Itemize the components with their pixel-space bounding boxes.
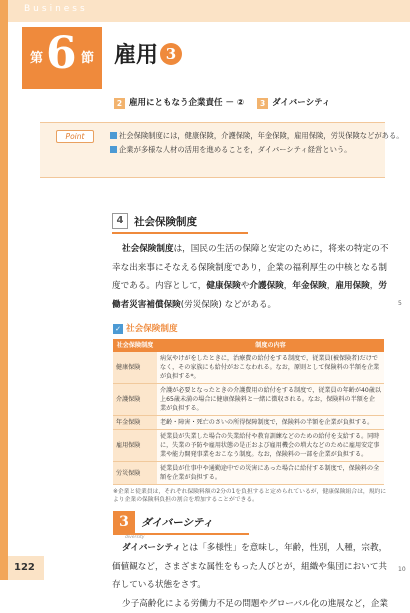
point-item-text: 社会保険制度には，健康保険，介護保険，年金保険，雇用保険，労災保険などがある。 bbox=[119, 131, 404, 140]
term-bold: 社会保険制度 bbox=[122, 244, 174, 254]
table-caption bbox=[113, 322, 178, 334]
page-number: 122 bbox=[14, 562, 35, 573]
section4-underline bbox=[112, 232, 248, 234]
table-cell-desc: 老齢・障害・死亡のさいの所得保障制度で，保険料の半額を企業が負担する。 bbox=[157, 416, 384, 430]
table-header-cell: 社会保険制度 bbox=[113, 339, 157, 352]
section4-title: 社会保険制度 bbox=[134, 216, 197, 228]
subhead-item bbox=[114, 96, 244, 109]
checkbox-icon bbox=[110, 132, 117, 139]
paragraph-text: とは「多様性」を意味し，年齢，性別，人種，宗教，価値観など，さまざまな属性をもった人びとが，組織や集団において共存している状態をさす。 bbox=[112, 543, 388, 591]
paragraph-text: ， bbox=[369, 281, 379, 292]
table-row bbox=[113, 384, 384, 416]
table-cell-desc: 従業員が仕事中や通勤途中での災害にあった場合に給付する制度で，保険料の全額を企業が負担する。 bbox=[157, 462, 384, 485]
table-cell-name: 介護保険 bbox=[113, 384, 157, 416]
paragraph-text: は，国民の生活の保障と安定のために，将来の特定の不幸な出来事にそなえる保険制度であり，企業の福利厚生の中核となる制度である。内容として， bbox=[112, 244, 389, 292]
table-note: ※企業と従業員は，それぞれ保険料額の2分の1を負担すると定められているが，健康保険組合は，規約により企業の保険料負担の割合を増加することができる。 bbox=[113, 489, 387, 503]
insurance-table bbox=[113, 339, 384, 485]
page-title-text: 雇用 bbox=[114, 42, 159, 68]
checkbox-icon bbox=[110, 146, 117, 153]
section-number: 6 bbox=[46, 28, 77, 79]
table-header-row bbox=[113, 339, 384, 352]
title-number-circle: 3 bbox=[160, 43, 182, 65]
subhead-number: 3 bbox=[257, 98, 268, 109]
table-cell-desc: 病気やけがをしたときに，治療費の給付をする制度で，従業員(被保険者)だけでなく，その家族にも給付がおこなわれる。なお，原則として保険料の半額を企業が負担する*。 bbox=[157, 352, 384, 384]
point-label: Point bbox=[56, 130, 94, 143]
point-item-text: 企業が多様な人材の活用を進めることを，ダイバーシティ経営という。 bbox=[119, 145, 352, 154]
table-cell-name: 雇用保険 bbox=[113, 430, 157, 462]
term-bold: 労働者災害補償保険 bbox=[112, 281, 387, 310]
table-header-cell: 制度の内容 bbox=[157, 339, 384, 352]
table-row bbox=[113, 352, 384, 384]
page-title bbox=[114, 38, 182, 69]
line-number-10: 10 bbox=[398, 566, 406, 573]
table-caption-text: 社会保険制度 bbox=[126, 324, 178, 334]
line-number-5: 5 bbox=[398, 300, 402, 307]
table-cell-name: 年金保険 bbox=[113, 416, 157, 430]
table-row bbox=[113, 430, 384, 462]
section-number-box bbox=[22, 27, 102, 89]
term-bold: 雇用保険 bbox=[335, 281, 370, 292]
paragraph-text: ， bbox=[326, 281, 336, 292]
section3-number: 3 bbox=[113, 511, 135, 533]
subhead-text: 雇用にともなう企業責任 － ② bbox=[129, 98, 245, 108]
subhead-item bbox=[257, 96, 330, 109]
paragraph-text: や bbox=[240, 281, 250, 292]
section4-paragraph bbox=[112, 240, 394, 314]
section-suffix: 節 bbox=[81, 51, 95, 66]
section3-paragraph bbox=[112, 539, 394, 613]
check-icon: ✓ bbox=[113, 324, 123, 334]
term-bold: 健康保険 bbox=[206, 281, 241, 292]
table-cell-name: 健康保険 bbox=[113, 352, 157, 384]
table-cell-desc: 介護が必要となったときの介護費用の給付をする制度で，従業員の年齢が40歳以上65歳未満の場合に健康保険料と一緒に徴収される。なお，保険料の半額を企業が負担する。 bbox=[157, 384, 384, 416]
side-strip bbox=[0, 0, 8, 580]
term-bold: 介護保険 bbox=[249, 281, 284, 292]
table-cell-desc: 従業員が失業した場合の失業給付や教育訓練などのための給付を支給する。同時に，失業の予防や雇用状態の是正および雇用機会の増大などのために雇用安定事業や能力開発事業をおこなう制度。なお，保険料の一部を企業が負担する。 bbox=[157, 430, 384, 462]
paragraph-text: ， bbox=[283, 281, 293, 292]
subhead-number: 2 bbox=[114, 98, 125, 109]
section-prefix: 第 bbox=[30, 51, 44, 66]
diversity-gloss: diversity bbox=[125, 535, 145, 540]
point-item bbox=[110, 131, 404, 141]
section3-title: ダイバーシティ bbox=[141, 517, 214, 529]
term-bold: 年金保険 bbox=[292, 281, 327, 292]
header-band-text: Business bbox=[24, 4, 88, 14]
table-row bbox=[113, 462, 384, 485]
subheads bbox=[114, 96, 340, 112]
paragraph-text: (労災保険) などがある。 bbox=[180, 299, 277, 310]
subhead-text: ダイバーシティ bbox=[272, 98, 331, 108]
term-bold: ダイバーシティ bbox=[122, 543, 181, 553]
header-band bbox=[8, 0, 410, 22]
table-row bbox=[113, 416, 384, 430]
section4-number: 4 bbox=[112, 213, 128, 229]
point-box bbox=[40, 122, 404, 178]
point-item bbox=[110, 145, 351, 155]
table-cell-name: 労災保険 bbox=[113, 462, 157, 485]
paragraph-text: 少子高齢化による労働力不足の問題やグローバル化の進展など，企業 bbox=[122, 598, 388, 609]
